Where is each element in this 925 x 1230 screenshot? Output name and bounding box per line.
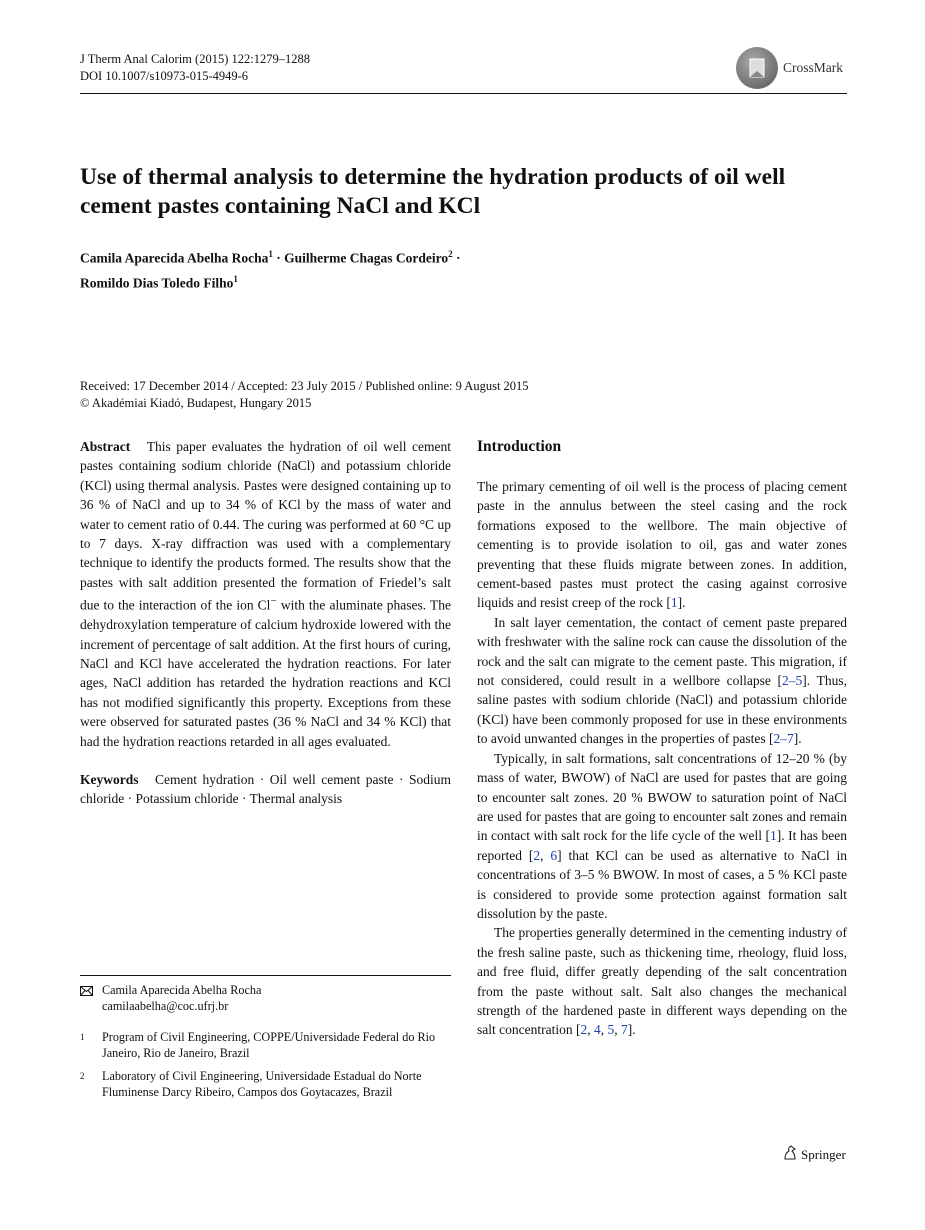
paragraph-text: Typically, in salt formations, salt concentrations of 12–20 % (by mass of water, BWOW) of NaCl are used for pastes that are going to encounter salt zones. 20 % BWOW to saturation point of NaCl are used for pastes that are going to encounter salt zones and remain in contact with salt rock for the life cycle of the well [ bbox=[477, 750, 847, 844]
paragraph-text: ]. bbox=[793, 731, 802, 747]
publisher-label: Springer bbox=[801, 1146, 846, 1162]
paragraph-text: ]. It has been reported [ bbox=[477, 828, 847, 863]
author-name[interactable]: Guilherme Chagas Cordeiro bbox=[284, 250, 449, 266]
paragraph-text: ]. Thus, saline pastes with sodium chloride (NaCl) and potassium chloride (KCl) have been commonly proposed for use in these environments to avoid unwanted changes in the properties of pastes [ bbox=[477, 673, 847, 747]
intro-paragraph-2 bbox=[477, 613, 847, 749]
envelope-icon bbox=[80, 983, 93, 1002]
left-column bbox=[80, 437, 451, 809]
paragraph-text: , bbox=[540, 847, 551, 863]
author-affiliation-mark: 1 bbox=[268, 249, 273, 259]
keywords-label: Keywords bbox=[80, 772, 139, 787]
publisher-logo bbox=[783, 1145, 846, 1164]
springer-horse-icon bbox=[783, 1145, 797, 1164]
crossmark-badge[interactable] bbox=[736, 47, 843, 89]
intro-paragraph-4 bbox=[477, 923, 847, 1039]
intro-paragraph-3 bbox=[477, 749, 847, 924]
paragraph-text: The properties generally determined in the cementing industry of the fresh saline paste, such as thickening time, rheology, fluid loss, and free fluid, differ greatly depending of the salt concentration from the paste without salt. Salt also changes the mechanical strength of the hardened paste in different ways depending on the salt concentration [ bbox=[477, 925, 847, 1038]
header-rule bbox=[80, 93, 847, 94]
copyright-line: © Akadémiai Kiadó, Budapest, Hungary 2015 bbox=[80, 396, 312, 410]
citation-link[interactable]: 5 bbox=[607, 1022, 615, 1038]
keywords-text: Cement hydration · Oil well cement paste · Sodium chloride · Potassium chloride · Thermal analysis bbox=[80, 772, 451, 807]
citation-link[interactable]: 4 bbox=[593, 1022, 601, 1038]
paragraph-text: , bbox=[587, 1022, 594, 1038]
intro-paragraph-1 bbox=[477, 477, 847, 613]
affiliation-2 bbox=[80, 1069, 451, 1100]
paragraph-text: , bbox=[600, 1022, 608, 1038]
affiliation-text: Program of Civil Engineering, COPPE/Universidade Federal do Rio Janeiro, Rio de Janeiro, Brazil bbox=[102, 1030, 436, 1060]
abstract-label: Abstract bbox=[80, 439, 131, 454]
article-title: Use of thermal analysis to determine the hydration products of oil well cement pastes containing NaCl and KCl bbox=[80, 164, 786, 219]
abstract bbox=[80, 437, 451, 751]
affiliation-mark: 1 bbox=[80, 1032, 85, 1042]
paragraph-text: , bbox=[614, 1022, 621, 1038]
corresponding-email[interactable]: camilaabelha@coc.ufrj.br bbox=[102, 998, 229, 1013]
paragraph-text: The primary cementing of oil well is the process of placing cement paste in the annulus between the steel casing and the rock formations exposed to the wellbore. The main objective of cementing is to provide isolation to oil, gas and water zones preventing that these fluids migrate between zones. In addition, cement-based pastes must protect the casing against corrosive liquids and resist creep of the rock [ bbox=[477, 479, 847, 611]
citation-link[interactable]: 2–5 bbox=[782, 673, 803, 689]
abstract-text: This paper evaluates the hydration of oil well cement pastes containing sodium chloride (NaCl) and potassium chloride (KCl) using thermal analysis. Pastes were designed containing up to 36 % of NaCl and up to 34 % of KCl by the mass of water and water to cement ratio of 0.44. The curing was performed at 60 °C up to 7 days. X-ray diffraction was used with a complementary technique to identify the products formed. The results show that the pastes with salt addition presented the formation of Friedel’s salt due to the interaction of the ion Cl bbox=[80, 439, 452, 613]
author-affiliation-mark: 2 bbox=[448, 249, 453, 259]
introduction-heading: Introduction bbox=[477, 438, 562, 455]
citation-link[interactable]: 2 bbox=[580, 1022, 588, 1038]
paragraph-text: ] that KCl can be used as alternative to NaCl in concentrations of 3–5 % BWOW. In most of cases, a 5 % KCl paste is considered to provide some protection against formation salt dissolution by the paste. bbox=[477, 847, 847, 921]
chloride-charge: − bbox=[270, 595, 277, 608]
citation-link[interactable]: 1 bbox=[670, 595, 678, 611]
journal-header bbox=[80, 51, 310, 85]
doi[interactable]: DOI 10.1007/s10973-015-4949-6 bbox=[80, 69, 249, 83]
paragraph-text: ]. bbox=[627, 1022, 636, 1038]
right-column bbox=[477, 437, 847, 1040]
author-affiliation-mark: 1 bbox=[233, 273, 238, 284]
crossmark-label: CrossMark bbox=[783, 60, 843, 75]
paragraph-text: ]. bbox=[677, 595, 686, 611]
citation-link[interactable]: 2 bbox=[533, 847, 541, 863]
affiliation-1 bbox=[80, 1030, 451, 1061]
abstract-text-cont: with the aluminate phases. The dehydroxylation temperature of calcium hydroxide lowered with the increment of percentage of salt addition. At the first hours of curing, NaCl and KCl have accelerated the hydration reactions. For later ages, NaCl addition has retarded the hydration reactions and KCl has not modified significantly this property. Exceptions from these were observed for saturated pastes (36 % NaCl and 34 % KCl) that had the hydration reactions retarded in all ages evaluated. bbox=[80, 597, 451, 749]
author-name[interactable]: Romildo Dias Toledo Filho bbox=[80, 275, 234, 290]
footnote-rule bbox=[80, 975, 451, 976]
citation-link[interactable]: 1 bbox=[770, 828, 777, 844]
author-name[interactable]: Camila Aparecida Abelha Rocha bbox=[80, 250, 269, 266]
corresponding-author bbox=[80, 983, 451, 1014]
citation-link[interactable]: 6 bbox=[550, 847, 558, 863]
corresponding-name: Camila Aparecida Abelha Rocha bbox=[102, 983, 262, 997]
crossmark-icon bbox=[736, 47, 778, 89]
publication-dates bbox=[80, 378, 529, 412]
keywords bbox=[80, 770, 451, 809]
affiliation-mark: 2 bbox=[80, 1071, 85, 1081]
affiliation-text: Laboratory of Civil Engineering, Universidade Estadual do Norte Fluminense Darcy Ribeiro, Campos dos Goytacazes, Brazil bbox=[102, 1069, 422, 1099]
dates-line: Received: 17 December 2014 / Accepted: 23 July 2015 / Published online: 9 August 2015 bbox=[80, 379, 529, 393]
citation-link[interactable]: 7 bbox=[620, 1022, 628, 1038]
author-list: Camila Aparecida Abelha Rocha$^1$ · Guilherme Chagas Cordeiro$^2$ · Romildo Dias Toledo Filho$^1$ bbox=[80, 249, 461, 290]
paragraph-text: In salt layer cementation, the contact of cement paste prepared with freshwater with the saline rock can cause the dissolution of the rock and the salt can migrate to the cement paste. This migration, if not considered, could result in a wellbore collapse [ bbox=[477, 614, 847, 689]
citation-link[interactable]: 2–7 bbox=[773, 731, 794, 747]
journal-citation: J Therm Anal Calorim (2015) 122:1279–1288 bbox=[80, 52, 310, 66]
